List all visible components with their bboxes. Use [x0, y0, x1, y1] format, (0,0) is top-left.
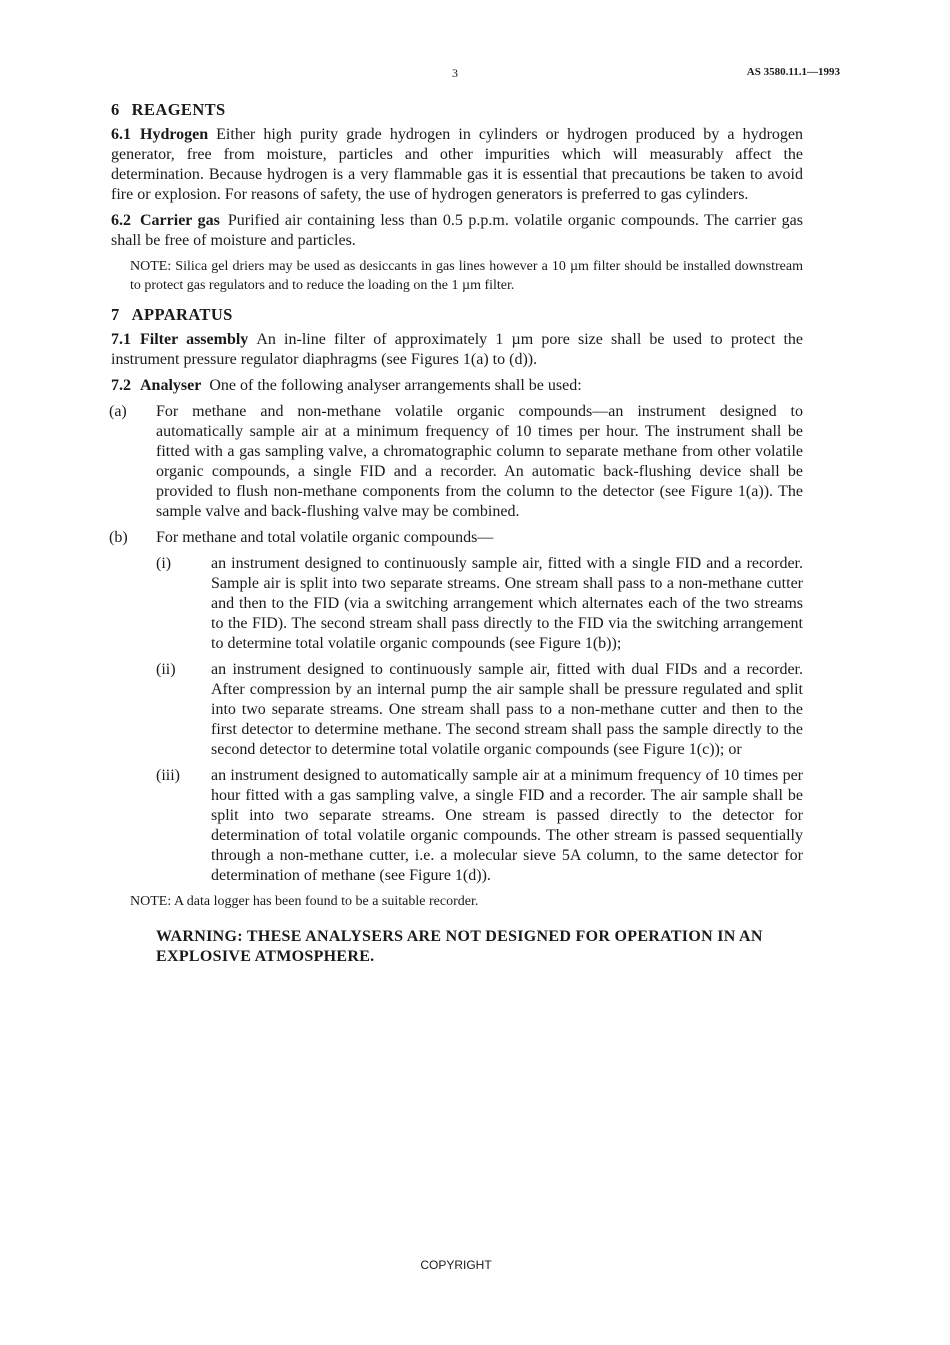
clause-title: Analyser: [140, 377, 202, 394]
document-body: [111, 100, 803, 983]
clause-7-2: [111, 376, 803, 396]
subitem-label: (ii): [156, 661, 176, 678]
note-data-logger: NOTE: A data logger has been found to be a suitable recorder.: [130, 894, 479, 909]
subitem-label: (iii): [156, 767, 180, 784]
section-6-heading: [111, 100, 803, 120]
list-subitem-ii: [111, 660, 803, 760]
clause-number: 6.2: [111, 212, 131, 229]
clause-6-2: [111, 211, 803, 251]
list-subitem-iii: [111, 766, 803, 886]
note-silica-gel: NOTE: Silica gel driers may be used as desiccants in gas lines however a 10 µm filter should be installed downstream to protect gas regulators and to reduce the loading on the 1 µm filter.: [130, 259, 803, 293]
clause-text: An in-line filter of approximately 1 µm pore size shall be used to protect the instrument pressure regulator diaphragms (see Figures 1(a) to (d)).: [111, 331, 803, 368]
item-label: (b): [109, 529, 128, 546]
subitem-text: an instrument designed to automatically sample air at a minimum frequency of 10 times per hour fitted with a gas sampling valve, a single FID and a recorder. The air sample shall be split into two separate streams. One stream is passed directly to the detector for determination of total volatile organic compounds. The other stream is passed sequentially through a non-methane cutter, i.e. a molecular sieve 5A column, to the same detector for determination of methane (see Figure 1(d)).: [211, 767, 803, 884]
list-subitem-i: [111, 554, 803, 654]
section-number: 6: [111, 100, 120, 119]
clause-number: 7.1: [111, 331, 131, 348]
list-item-b: [111, 528, 803, 548]
clause-title: Filter assembly: [140, 331, 249, 348]
clause-text: Purified air containing less than 0.5 p.p.m. volatile organic compounds. The carrier gas shall be free of moisture and particles.: [111, 212, 804, 249]
subitem-text: an instrument designed to continuously sample air, fitted with dual FIDs and a recorder. After compression by an internal pump the air sample shall be pressure regulated and split into two separate streams. One stream shall pass to a non-methane cutter and then to the first detector to determine methane. The second stream shall pass the sample directly to the second detector to determine total volatile organic compounds (see Figure 1(c)); or: [211, 661, 803, 758]
section-title: REAGENTS: [131, 100, 226, 119]
clause-text: Either high purity grade hydrogen in cylinders or hydrogen produced by a hydrogen generator, free from moisture, particles and other impurities which will measurably affect the determination. Because hydrogen is a very flammable gas it is essential that precautions be taken to avoid fire or explosion. For reasons of safety, the use of hydrogen generators is preferred to gas cylinders.: [111, 126, 803, 203]
page-number: 3: [452, 66, 458, 80]
section-title: APPARATUS: [131, 305, 233, 324]
warning-explosive-atmosphere: WARNING: THESE ANALYSERS ARE NOT DESIGNED FOR OPERATION IN AN EXPLOSIVE ATMOSPHERE.: [156, 928, 763, 965]
section-7-heading: [111, 305, 803, 325]
clause-number: 6.1: [111, 126, 131, 143]
clause-number: 7.2: [111, 377, 131, 394]
item-text: For methane and total volatile organic compounds—: [156, 529, 494, 546]
clause-text: One of the following analyser arrangements shall be used:: [209, 377, 582, 394]
standard-identifier: AS 3580.11.1—1993: [746, 66, 840, 78]
list-item-a: [111, 402, 803, 522]
section-number: 7: [111, 305, 120, 324]
copyright-footer: COPYRIGHT: [420, 1258, 492, 1272]
item-label: (a): [109, 403, 127, 420]
item-text: For methane and non-methane volatile organic compounds—an instrument designed to automatically sample air at a minimum frequency of 10 times per hour. The instrument shall be fitted with a gas sampling valve, a chromatographic column to separate methane from other volatile organic compounds, a single FID and a recorder. An automatic back-flushing device shall be provided to flush non-methane components from the column to the detector (see Figure 1(a)). The sample valve and back-flushing valve may be combined.: [156, 403, 803, 520]
clause-7-1: [111, 330, 803, 370]
clause-6-1: [111, 125, 803, 205]
clause-title: Carrier gas: [140, 212, 220, 229]
clause-title: Hydrogen: [140, 126, 209, 143]
subitem-label: (i): [156, 555, 172, 572]
subitem-text: an instrument designed to continuously sample air, fitted with a single FID and a recorder. Sample air is split into two separate streams. One stream shall pass to a non-methane cutter and then to the FID (via a switching arrangement which alternates each of the two streams to the FID). The second stream shall pass directly to the FID via the switching arrangement to determine total volatile organic compounds (see Figure 1(b));: [211, 555, 803, 652]
